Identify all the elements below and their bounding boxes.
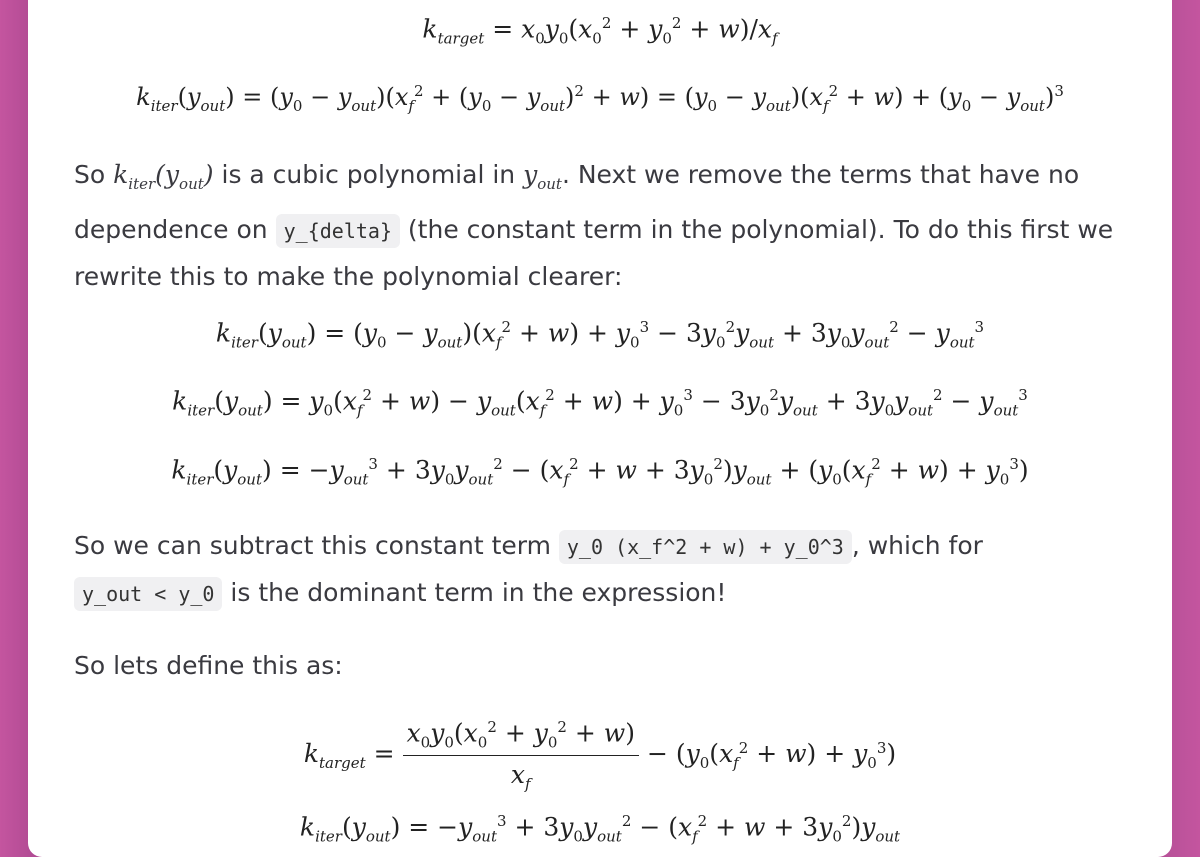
inline-math-k-iter: $k_{iter}(y_{out})$ (113, 160, 214, 193)
equation-k-iter-rewrite-1: $k_{iter}(y_{out}) = (y_0 - y_{out})(x_f^2 + w) + y_0^3 - 3y_0^2y_{out} + 3y_0y_{out}^2 - y_{out}^3$ (215, 318, 985, 352)
fraction: $\frac{x_0y_0(x_0^2 + y_0^2 + w)}{x_f}$ (403, 718, 639, 793)
equation-k-iter-rewrite-2: $k_{iter}(y_{out}) = y_0(x_f^2 + w) - y_{out}(x_f^2 + w) + y_0^3 - 3y_0^2y_{out} + 3y_0y_{out}^2 - y_{out}^3$ (172, 386, 1028, 420)
inline-code-y-delta: y_{delta} (276, 214, 400, 248)
equation-k-target: $k_{target} = x_0y_0(x_0^2 + y_0^2 + w)/x_f$ (422, 14, 778, 48)
paragraph-text: , which for (851, 531, 983, 560)
equation-k-target-adjusted: $k_{target}$ = $\frac{x_0y_0(x_0^2 + y_0^2 + w)}{x_f}$ − $(y_0(x_f^2 + w) + y_0^3)$ (303, 718, 897, 794)
equation-k-iter-final: $k_{iter}(y_{out}) = -y_{out}^3 + 3y_0y_{out}^2 - (x_f^2 + w + 3y_0^2)y_{out}$ (299, 812, 901, 846)
content-card (28, 0, 1172, 857)
paragraph-text: is a cubic polynomial in (213, 160, 524, 189)
paragraph-text: (the constant term in the polynomial). To do this first we rewrite this to make the polynomial clearer: (74, 215, 1114, 291)
paragraph-text: So we can subtract this constant term (74, 531, 559, 560)
paragraph-subtract-constant (74, 523, 1134, 617)
paragraph-text: So (74, 160, 114, 189)
paragraph-text: . Next we remove the terms that have no dependence on (74, 160, 1080, 244)
paragraph-text: is the dominant term in the expression! (222, 578, 727, 607)
inline-code-condition: y_out < y_0 (74, 577, 222, 611)
equation-k-iter-rewrite-3: $k_{iter}(y_{out}) = -y_{out}^3 + 3y_0y_{out}^2 - (x_f^2 + w + 3y_0^2)y_{out} + (y_0(x_f^2 + w) + y_0^3)$ (171, 455, 1029, 489)
paragraph-cubic-polynomial (74, 152, 1134, 300)
inline-code-constant-term: y_0 (x_f^2 + w) + y_0^3 (559, 530, 852, 564)
inline-math-y-out: $y_{out}$ (523, 160, 562, 193)
paragraph-define: So lets define this as: (74, 651, 343, 680)
equation-k-iter-expanded: $k_{iter}(y_{out}) = (y_0 - y_{out})(x_f^2 + (y_0 - y_{out})^2 + w) = (y_0 - y_{out})(x_f^2 + w) + (y_0 - y_{out})^3$ (136, 82, 1064, 115)
